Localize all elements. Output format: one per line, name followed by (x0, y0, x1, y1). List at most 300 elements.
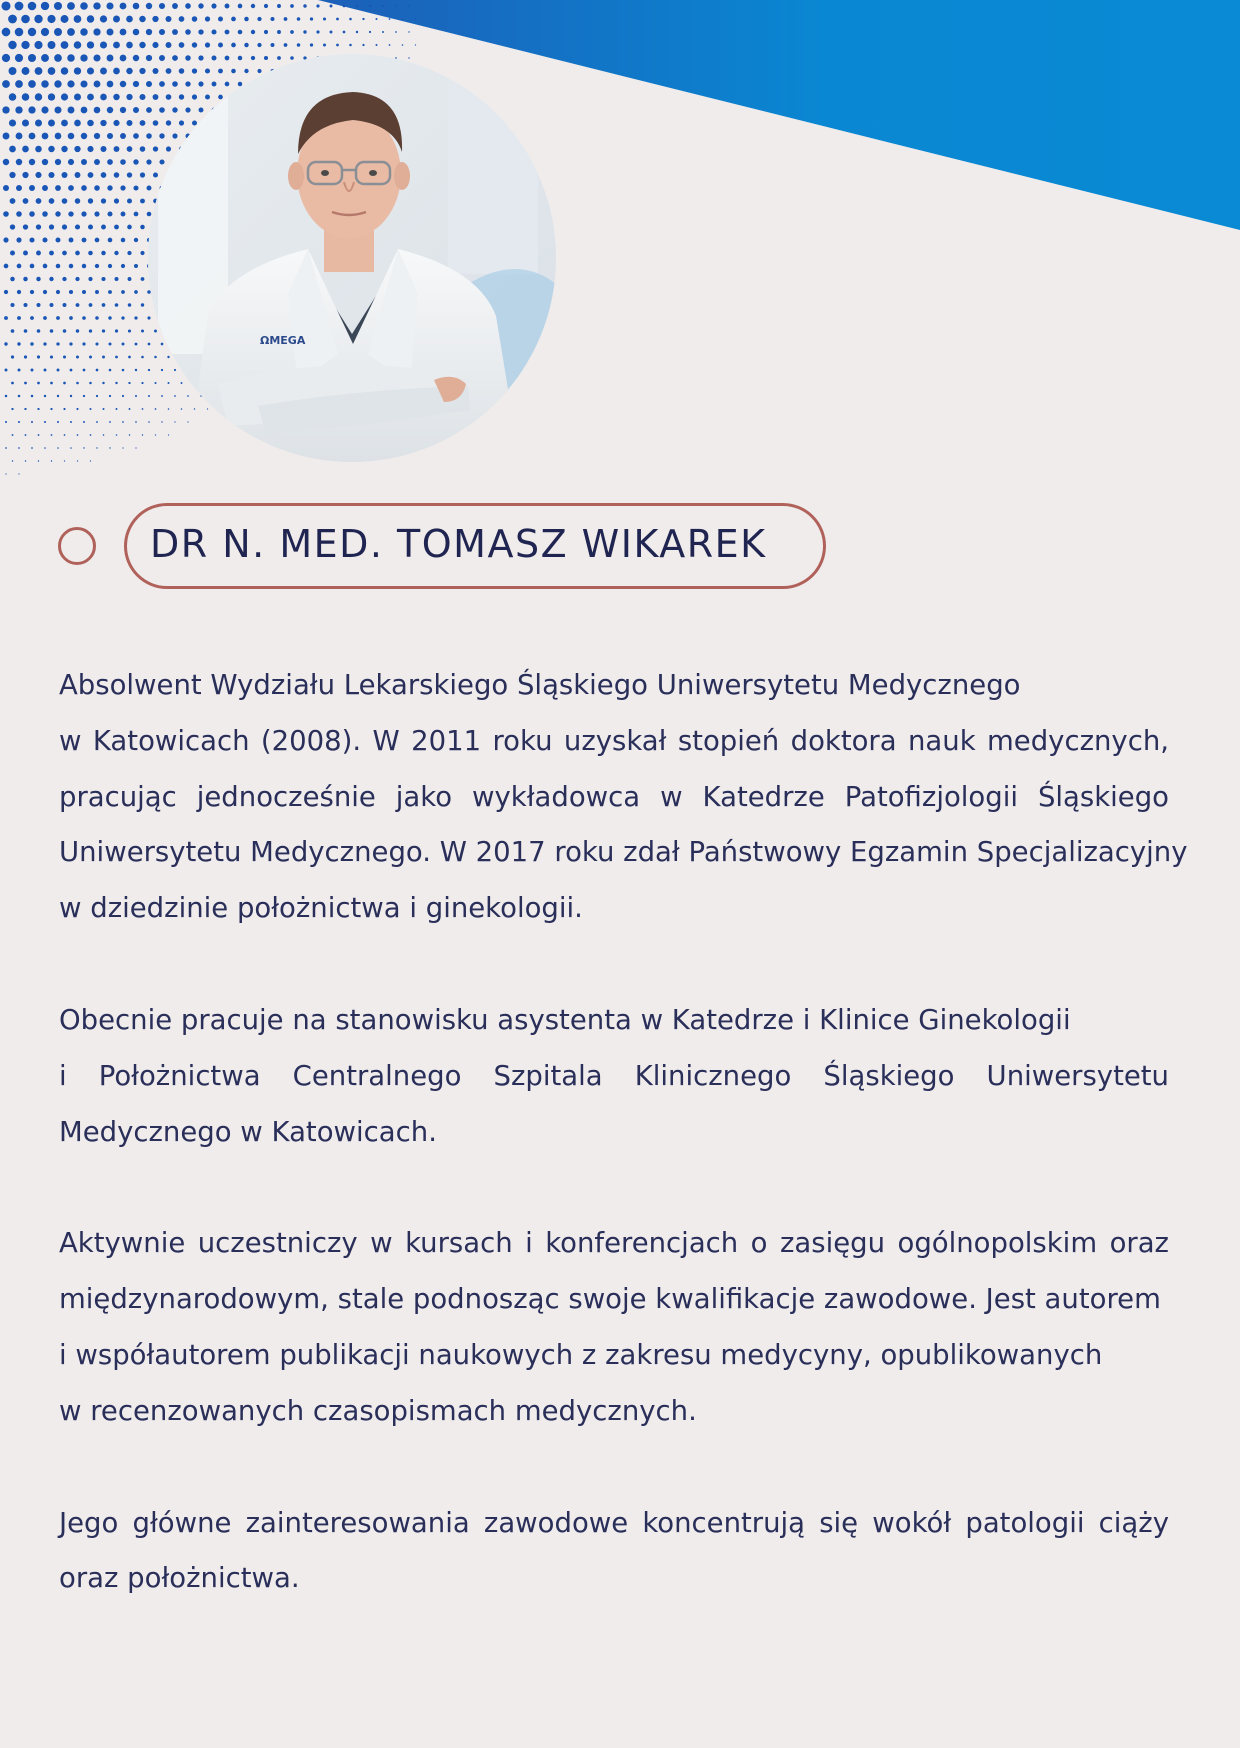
halftone-dot (179, 68, 185, 74)
halftone-dot (128, 382, 130, 384)
halftone-dot (69, 316, 73, 320)
halftone-dot (41, 80, 49, 88)
halftone-dot (81, 211, 86, 216)
halftone-dot (81, 133, 87, 139)
halftone-dot (166, 94, 172, 100)
halftone-dot (77, 434, 79, 436)
halftone-dot (55, 185, 61, 191)
halftone-dot (168, 382, 170, 384)
halftone-dot (35, 120, 42, 127)
halftone-dot (107, 159, 113, 165)
halftone-dot (68, 185, 74, 191)
halftone-dot (24, 355, 27, 358)
halftone-dot (50, 382, 53, 385)
halftone-dot (94, 211, 99, 216)
halftone-dot (22, 146, 29, 153)
halftone-dot (56, 264, 61, 269)
halftone-dot (122, 395, 124, 397)
halftone-dot (75, 172, 81, 178)
halftone-dot (134, 264, 138, 268)
halftone-dot (82, 290, 86, 294)
halftone-dot (166, 120, 171, 125)
halftone-dot (23, 224, 28, 229)
halftone-dot (108, 264, 112, 268)
halftone-dot (94, 133, 100, 139)
halftone-dot (140, 172, 145, 177)
halftone-dot (61, 15, 69, 23)
halftone-dot (50, 303, 54, 307)
doctor-name: DR N. MED. TOMASZ WIKAREK (150, 522, 767, 566)
halftone-dot (103, 434, 105, 436)
halftone-dot (127, 120, 133, 126)
halftone-dot (37, 382, 40, 385)
halftone-dot (172, 107, 177, 112)
halftone-dot (127, 146, 133, 152)
halftone-dot (9, 172, 15, 178)
halftone-dot (87, 120, 94, 127)
halftone-dot (198, 3, 203, 8)
halftone-dot (15, 106, 22, 113)
halftone-dot (120, 3, 127, 10)
halftone-dot (70, 447, 72, 449)
halftone-dot (152, 68, 158, 74)
halftone-dot (107, 185, 112, 190)
bio-line: i współautorem publikacji naukowych z zakresu medycyny, opublikowanych (59, 1338, 1103, 1371)
halftone-dot (48, 67, 56, 75)
halftone-dot (146, 133, 152, 139)
halftone-dot (172, 81, 178, 87)
halftone-dot (82, 342, 85, 345)
halftone-dot (61, 41, 69, 49)
halftone-dot (9, 119, 16, 126)
halftone-dot (395, 5, 397, 7)
halftone-dot (127, 225, 132, 230)
halftone-dot (34, 15, 42, 23)
halftone-dot (225, 56, 230, 61)
halftone-dot (159, 159, 164, 164)
halftone-dot (141, 303, 144, 306)
halftone-dot (161, 395, 163, 397)
halftone-dot (134, 238, 138, 242)
halftone-dot (135, 395, 137, 397)
bio-line: i Położnictwa Centralnego Szpitala Klinicznego Śląskiego Uniwersytetu (59, 1059, 1169, 1092)
halftone-dot (192, 42, 197, 47)
halftone-dot (36, 277, 40, 281)
halftone-dot (16, 133, 23, 140)
halftone-dot (74, 146, 80, 152)
halftone-dot (90, 460, 91, 461)
halftone-dot (402, 18, 404, 20)
halftone-dot (29, 185, 35, 191)
halftone-dot (181, 382, 183, 384)
halftone-dot (2, 106, 9, 113)
halftone-dot (70, 421, 72, 423)
halftone-dot (23, 198, 29, 204)
halftone-dot (15, 80, 23, 88)
halftone-dot (80, 2, 88, 10)
halftone-dot (402, 44, 404, 46)
portrait-illustration (148, 54, 556, 462)
halftone-dot (128, 356, 131, 359)
halftone-dot (251, 56, 255, 60)
halftone-dot (116, 408, 118, 410)
halftone-dot (42, 237, 47, 242)
halftone-dot (48, 172, 54, 178)
halftone-dot (134, 316, 137, 319)
halftone-dot (107, 107, 113, 113)
halftone-dot (88, 251, 93, 256)
halftone-dot (11, 382, 14, 385)
halftone-dot (23, 303, 27, 307)
halftone-dot (68, 159, 74, 165)
halftone-dot (389, 18, 391, 20)
bio-line: Uniwersytetu Medycznego. W 2017 roku zdał Państwowy Egzamin Specjalizacyjny (59, 836, 1188, 869)
halftone-dot (297, 43, 301, 47)
halftone-dot (102, 329, 105, 332)
halftone-dot (8, 41, 16, 49)
halftone-dot (31, 395, 34, 398)
halftone-dot (74, 15, 82, 23)
halftone-dot (113, 16, 120, 23)
halftone-dot (50, 329, 54, 333)
halftone-dot (415, 18, 416, 19)
halftone-dot (257, 69, 261, 73)
halftone-dot (83, 369, 86, 372)
halftone-dot (330, 31, 333, 34)
halftone-dot (96, 395, 98, 397)
bio-line: Medycznego w Katowicach. (59, 1115, 437, 1148)
halftone-dot (76, 408, 78, 410)
halftone-dot (67, 2, 75, 10)
halftone-dot (101, 198, 106, 203)
halftone-dot (62, 277, 66, 281)
halftone-dot (362, 18, 364, 20)
halftone-dot (349, 18, 352, 21)
halftone-dot (147, 212, 152, 217)
halftone-dot (62, 224, 67, 229)
halftone-dot (75, 251, 80, 256)
halftone-dot (231, 17, 236, 22)
halftone-dot (330, 5, 333, 8)
halftone-dot (28, 54, 36, 62)
bio-line: Jego główne zainteresowania zawodowe koncentrują się wokół patologii ciąży (59, 1506, 1169, 1539)
halftone-dot (29, 133, 36, 140)
halftone-dot (56, 290, 60, 294)
halftone-dot (113, 94, 119, 100)
halftone-dot (408, 31, 409, 32)
halftone-dot (113, 68, 120, 75)
halftone-dot (102, 382, 104, 384)
halftone-dot (161, 369, 163, 371)
halftone-dot (257, 17, 261, 21)
halftone-dot (114, 146, 120, 152)
halftone-dot (51, 460, 52, 461)
halftone-dot (146, 107, 152, 113)
halftone-dot (17, 264, 22, 269)
halftone-dot (61, 67, 69, 75)
halftone-dot (303, 4, 306, 7)
halftone-dot (89, 303, 93, 307)
halftone-dot (142, 408, 144, 410)
halftone-dot (41, 28, 49, 36)
halftone-dot (159, 55, 165, 61)
halftone-dot (22, 119, 29, 126)
halftone-dot (382, 31, 384, 33)
halftone-dot (22, 67, 30, 75)
halftone-dot (81, 107, 88, 114)
bio-paragraph-current-position (59, 993, 1169, 1160)
halftone-dot (225, 82, 230, 87)
halftone-dot (179, 120, 184, 125)
halftone-dot (152, 16, 158, 22)
halftone-dot (141, 277, 145, 281)
halftone-dot (44, 421, 46, 423)
halftone-dot (80, 54, 87, 61)
bio-line: międzynarodowym, stale podnosząc swoje kwalifikacje zawodowe. Jest autorem (59, 1283, 1161, 1316)
halftone-dot (25, 460, 26, 461)
halftone-dot (139, 94, 145, 100)
halftone-dot (3, 211, 9, 217)
halftone-dot (95, 342, 98, 345)
halftone-dot (356, 31, 358, 33)
halftone-dot (142, 434, 143, 435)
halftone-dot (61, 146, 67, 152)
halftone-dot (166, 146, 171, 151)
halftone-dot (76, 355, 79, 358)
bio-line: w Katowicach (2008). W 2011 roku uzyskał stopień doktora nauk medycznych, (59, 724, 1169, 757)
halftone-dot (17, 316, 21, 320)
halftone-dot (395, 31, 397, 33)
halftone-dot (47, 15, 55, 23)
halftone-dot (82, 264, 86, 268)
halftone-dot (362, 44, 364, 46)
halftone-dot (133, 3, 140, 10)
halftone-dot (18, 421, 20, 423)
halftone-dot (50, 408, 52, 410)
halftone-dot (129, 408, 131, 410)
bio-paragraph-activities (59, 1216, 1169, 1439)
halftone-dot (120, 55, 127, 62)
halftone-dot (8, 15, 17, 24)
halftone-dot (57, 421, 59, 423)
halftone-dot (109, 369, 112, 372)
halftone-dot (55, 211, 60, 216)
svg-text:ΩMEGA: ΩMEGA (260, 334, 306, 347)
halftone-dot (18, 473, 19, 474)
halftone-dot (115, 356, 118, 359)
halftone-dot (323, 17, 326, 20)
halftone-dot (211, 29, 216, 34)
halftone-dot (68, 133, 75, 140)
halftone-dot (74, 94, 81, 101)
halftone-dot (41, 54, 49, 62)
halftone-dot (297, 17, 301, 21)
halftone-dot (382, 5, 384, 7)
halftone-dot (290, 30, 294, 34)
halftone-dot (30, 342, 33, 345)
halftone-dot (218, 43, 223, 48)
halftone-dot (36, 224, 41, 229)
halftone-dot (369, 31, 371, 33)
halftone-dot (63, 408, 65, 410)
halftone-dot (29, 159, 35, 165)
halftone-dot (126, 42, 133, 49)
halftone-dot (88, 198, 93, 203)
halftone-dot (37, 408, 39, 410)
halftone-dot (37, 355, 40, 358)
halftone-dot (166, 42, 172, 48)
halftone-dot (11, 329, 15, 333)
halftone-dot (74, 41, 82, 49)
halftone-dot (9, 67, 17, 75)
halftone-dot (43, 290, 47, 294)
halftone-dot (5, 369, 8, 372)
halftone-dot (10, 277, 15, 282)
doctor-portrait (148, 54, 556, 462)
halftone-dot (238, 4, 243, 9)
circle-bullet-icon (58, 527, 96, 565)
halftone-dot (336, 18, 339, 21)
halftone-dot (343, 5, 346, 8)
halftone-dot (114, 198, 119, 203)
halftone-dot (114, 251, 118, 255)
halftone-dot (48, 93, 55, 100)
halftone-dot (51, 434, 53, 436)
halftone-dot (100, 120, 106, 126)
halftone-dot (55, 133, 62, 140)
halftone-dot (93, 2, 100, 9)
halftone-dot (225, 4, 230, 9)
halftone-dot (102, 356, 105, 359)
halftone-dot (94, 185, 100, 191)
halftone-dot (28, 80, 36, 88)
halftone-dot (48, 120, 55, 127)
halftone-dot (129, 434, 130, 435)
halftone-dot (264, 4, 268, 8)
halftone-dot (44, 369, 47, 372)
halftone-dot (50, 355, 53, 358)
halftone-dot (42, 211, 48, 217)
halftone-dot (93, 28, 100, 35)
halftone-dot (89, 382, 92, 385)
halftone-dot (101, 225, 106, 230)
halftone-dot (10, 198, 16, 204)
halftone-dot (67, 80, 74, 87)
halftone-dot (115, 382, 117, 384)
halftone-dot (67, 54, 75, 62)
halftone-dot (159, 133, 164, 138)
bio-line: Obecnie pracuje na stanowisku asystenta w Katedrze i Klinice Ginekologii (59, 1003, 1071, 1036)
halftone-dot (68, 211, 73, 216)
halftone-dot (15, 2, 24, 11)
halftone-dot (54, 80, 61, 87)
halftone-dot (3, 185, 9, 191)
halftone-dot (62, 172, 68, 178)
halftone-dot (49, 198, 55, 204)
halftone-dot (244, 17, 249, 22)
halftone-dot (126, 94, 132, 100)
halftone-dot (116, 434, 118, 436)
halftone-dot (100, 41, 107, 48)
halftone-dot (69, 238, 74, 243)
halftone-dot (95, 264, 99, 268)
halftone-dot (192, 68, 197, 73)
halftone-dot (133, 29, 140, 36)
halftone-dot (62, 251, 67, 256)
halftone-dot (336, 44, 339, 47)
bio-line: w dziedzinie położnictwa i ginekologii. (59, 892, 583, 925)
halftone-dot (74, 67, 81, 74)
halftone-dot (159, 107, 165, 113)
halftone-dot (100, 15, 107, 22)
halftone-dot (153, 94, 159, 100)
halftone-dot (82, 238, 87, 243)
halftone-dot (146, 81, 152, 87)
halftone-dot (122, 343, 125, 346)
halftone-dot (115, 329, 118, 332)
halftone-dot (120, 185, 125, 190)
halftone-dot (140, 146, 146, 152)
halftone-dot (35, 172, 41, 178)
halftone-dot (316, 30, 319, 33)
bio-line: Aktywnie uczestniczy w kursach i konferencjach o zasięgu ogólnopolskim oraz (59, 1227, 1169, 1260)
halftone-dot (9, 93, 17, 101)
halftone-dot (17, 342, 20, 345)
halftone-dot (38, 460, 39, 461)
halftone-dot (251, 4, 255, 8)
halftone-dot (115, 303, 119, 307)
halftone-dot (4, 264, 9, 269)
halftone-dot (375, 18, 377, 20)
halftone-dot (96, 421, 98, 423)
halftone-dot (101, 251, 106, 256)
halftone-dot (185, 107, 190, 112)
halftone-dot (408, 57, 409, 58)
halftone-dot (49, 224, 54, 229)
halftone-dot (12, 460, 13, 461)
halftone-dot (141, 330, 144, 333)
halftone-dot (23, 251, 28, 256)
halftone-dot (218, 17, 223, 22)
halftone-dot (43, 264, 48, 269)
halftone-dot (127, 172, 132, 177)
halftone-dot (15, 28, 24, 37)
halftone-dot (225, 30, 230, 35)
halftone-dot (109, 447, 110, 448)
halftone-dot (108, 342, 111, 345)
halftone-dot (415, 44, 416, 45)
halftone-dot (15, 54, 23, 62)
halftone-dot (61, 93, 68, 100)
halftone-dot (68, 107, 75, 114)
halftone-dot (155, 434, 156, 435)
halftone-dot (146, 159, 151, 164)
halftone-dot (316, 4, 319, 7)
halftone-dot (211, 55, 216, 60)
halftone-dot (174, 395, 176, 397)
halftone-dot (48, 41, 56, 49)
halftone-dot (107, 133, 113, 139)
halftone-dot (101, 172, 107, 178)
halftone-dot (44, 447, 46, 449)
halftone-dot (3, 133, 10, 140)
halftone-dot (139, 42, 145, 48)
halftone-dot (10, 251, 15, 256)
halftone-dot (57, 369, 60, 372)
halftone-dot (140, 120, 146, 126)
halftone-dot (120, 159, 126, 165)
halftone-dot (48, 146, 55, 153)
